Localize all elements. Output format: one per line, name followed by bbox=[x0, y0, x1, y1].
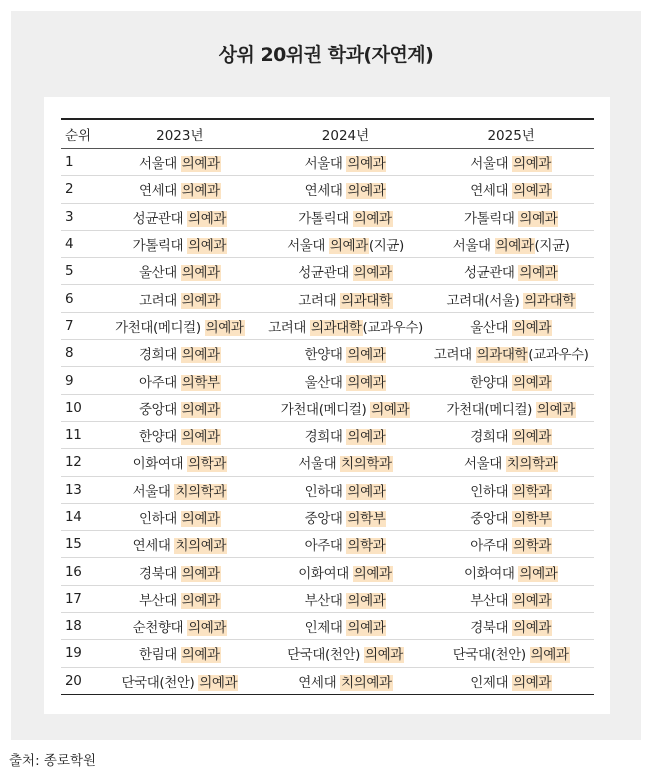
school-name: 가천대(메디컬) bbox=[115, 319, 205, 336]
department-name: 의예과 bbox=[181, 511, 220, 527]
rank-cell: 3 bbox=[61, 203, 97, 230]
rank-cell: 12 bbox=[61, 449, 97, 476]
ranking-table bbox=[61, 118, 594, 695]
cell-2025 bbox=[428, 394, 594, 421]
page-title: 상위 20위권 학과(자연계) bbox=[218, 44, 434, 66]
column-header-2023: 2023년 bbox=[97, 119, 263, 149]
cell-2025 bbox=[428, 531, 594, 558]
department-name: 의예과 bbox=[199, 674, 238, 691]
department-name: 의학과 bbox=[513, 483, 552, 500]
rank-cell: 10 bbox=[61, 394, 97, 421]
department-name: 의과대학 bbox=[524, 292, 575, 309]
table-row bbox=[61, 449, 594, 476]
department-name: 의예과 bbox=[188, 210, 227, 227]
department-name: 의학과 bbox=[347, 538, 386, 555]
department-name: 의예과 bbox=[347, 620, 386, 637]
school-name: 서울대 bbox=[298, 456, 341, 473]
table-row bbox=[61, 394, 594, 421]
school-name: 가톨릭대 bbox=[298, 210, 353, 227]
school-name: 부산대 bbox=[304, 592, 347, 609]
school-name: 서울대 bbox=[138, 156, 181, 173]
table-row bbox=[61, 585, 594, 612]
table-body bbox=[61, 149, 594, 695]
cell-2023 bbox=[97, 312, 263, 339]
cell-2025 bbox=[428, 667, 594, 694]
table-row bbox=[61, 476, 594, 503]
source-note: 출처: 종로학원 bbox=[9, 753, 97, 769]
table-row bbox=[61, 667, 594, 694]
department-name: 의예과 bbox=[181, 647, 220, 664]
cell-2023 bbox=[97, 421, 263, 448]
school-name: 고려대 bbox=[433, 347, 476, 364]
rank-cell: 15 bbox=[61, 531, 97, 558]
cell-2023 bbox=[97, 367, 263, 394]
cell-2023 bbox=[97, 449, 263, 476]
department-name: 의예과 bbox=[513, 183, 552, 200]
rank-cell: 13 bbox=[61, 476, 97, 503]
department-name: 의예과 bbox=[347, 592, 386, 609]
department-name: 의예과 bbox=[519, 265, 558, 282]
school-name: 울산대 bbox=[470, 319, 513, 336]
rank-cell: 7 bbox=[61, 312, 97, 339]
rank-cell: 20 bbox=[61, 667, 97, 694]
cell-2024 bbox=[263, 367, 429, 394]
department-name: 의예과 bbox=[181, 565, 220, 582]
department-name: 의과대학 bbox=[476, 347, 528, 364]
table-row bbox=[61, 531, 594, 558]
table-row bbox=[61, 367, 594, 394]
cell-2025 bbox=[428, 476, 594, 503]
school-name: 부산대 bbox=[138, 592, 181, 609]
cell-2024 bbox=[263, 558, 429, 585]
cell-2024 bbox=[263, 230, 429, 257]
school-name: 서울대 bbox=[304, 156, 347, 173]
school-name: 부산대 bbox=[470, 592, 513, 609]
cell-2025 bbox=[428, 449, 594, 476]
cell-2023 bbox=[97, 258, 263, 285]
department-name: 의학과 bbox=[513, 538, 552, 555]
cell-2024 bbox=[263, 531, 429, 558]
department-name: 의예과 bbox=[347, 374, 386, 391]
cell-2024 bbox=[263, 585, 429, 612]
school-name: 인하대 bbox=[138, 511, 181, 527]
department-name: 의예과 bbox=[495, 238, 534, 255]
school-name: 가톨릭대 bbox=[132, 238, 188, 255]
rank-cell: 1 bbox=[61, 149, 97, 176]
school-name: 단국대(천안) bbox=[452, 647, 530, 664]
department-name: 의예과 bbox=[188, 620, 227, 637]
cell-2025 bbox=[428, 176, 594, 203]
school-name: 순천향대 bbox=[132, 620, 188, 637]
table-row bbox=[61, 230, 594, 257]
table-row bbox=[61, 503, 594, 530]
department-name: 의학과 bbox=[188, 456, 227, 473]
department-name: 의예과 bbox=[364, 647, 403, 664]
school-name: 인제대 bbox=[304, 620, 347, 637]
school-name: 단국대(천안) bbox=[287, 647, 364, 664]
cell-2024 bbox=[263, 312, 429, 339]
department-name: 의예과 bbox=[513, 156, 552, 173]
department-name: 의예과 bbox=[205, 319, 244, 336]
column-header-rank: 순위 bbox=[61, 119, 97, 149]
cell-2023 bbox=[97, 585, 263, 612]
school-name: 서울대 bbox=[470, 156, 513, 173]
department-name: 의예과 bbox=[347, 483, 386, 500]
department-name: 의예과 bbox=[181, 156, 220, 173]
school-name: 인하대 bbox=[304, 483, 347, 500]
department-name: 의예과 bbox=[519, 210, 558, 227]
school-name: 성균관대 bbox=[298, 265, 353, 282]
school-name: 중앙대 bbox=[304, 511, 347, 527]
school-name: 서울대 bbox=[287, 238, 329, 255]
school-name: 서울대 bbox=[463, 456, 506, 473]
school-name: 이화여대 bbox=[298, 565, 353, 582]
table-row bbox=[61, 558, 594, 585]
department-name: 의예과 bbox=[371, 401, 410, 418]
department-name: 의예과 bbox=[513, 374, 552, 391]
cell-2023 bbox=[97, 476, 263, 503]
admission-type: (교과우수) bbox=[528, 347, 589, 364]
rank-cell: 8 bbox=[61, 340, 97, 367]
rank-cell: 18 bbox=[61, 613, 97, 640]
school-name: 인제대 bbox=[470, 674, 513, 691]
school-name: 연세대 bbox=[138, 183, 181, 200]
department-name: 치의학과 bbox=[175, 483, 227, 500]
table-row bbox=[61, 149, 594, 176]
school-name: 중앙대 bbox=[470, 511, 513, 527]
cell-2023 bbox=[97, 176, 263, 203]
school-name: 이화여대 bbox=[463, 565, 519, 582]
department-name: 의학부 bbox=[513, 511, 552, 527]
cell-2024 bbox=[263, 503, 429, 530]
cell-2025 bbox=[428, 312, 594, 339]
school-name: 가천대(메디컬) bbox=[280, 401, 371, 418]
department-name: 의과대학 bbox=[341, 292, 392, 309]
school-name: 연세대 bbox=[470, 183, 513, 200]
cell-2023 bbox=[97, 613, 263, 640]
department-name: 의예과 bbox=[513, 674, 552, 691]
cell-2023 bbox=[97, 531, 263, 558]
cell-2025 bbox=[428, 503, 594, 530]
school-name: 경희대 bbox=[138, 347, 181, 364]
school-name: 고려대 bbox=[268, 319, 310, 336]
rank-cell: 9 bbox=[61, 367, 97, 394]
department-name: 의예과 bbox=[513, 429, 552, 446]
school-name: 경희대 bbox=[470, 429, 513, 446]
rank-cell: 6 bbox=[61, 285, 97, 312]
rank-cell: 14 bbox=[61, 503, 97, 530]
cell-2023 bbox=[97, 203, 263, 230]
school-name: 경북대 bbox=[470, 620, 513, 637]
cell-2024 bbox=[263, 476, 429, 503]
cell-2024 bbox=[263, 394, 429, 421]
school-name: 한양대 bbox=[138, 429, 181, 446]
department-name: 치의학과 bbox=[506, 456, 558, 473]
school-name: 한양대 bbox=[304, 347, 347, 364]
school-name: 경희대 bbox=[304, 429, 347, 446]
cell-2025 bbox=[428, 558, 594, 585]
school-name: 단국대(천안) bbox=[121, 674, 199, 691]
rank-cell: 2 bbox=[61, 176, 97, 203]
cell-2023 bbox=[97, 285, 263, 312]
cell-2024 bbox=[263, 421, 429, 448]
school-name: 아주대 bbox=[470, 538, 513, 555]
column-header-2024: 2024년 bbox=[263, 119, 429, 149]
school-name: 고려대 bbox=[298, 292, 341, 309]
cell-2023 bbox=[97, 667, 263, 694]
table-panel bbox=[44, 97, 610, 714]
department-name: 의예과 bbox=[513, 620, 552, 637]
cell-2023 bbox=[97, 149, 263, 176]
table-row bbox=[61, 176, 594, 203]
cell-2025 bbox=[428, 203, 594, 230]
rank-cell: 11 bbox=[61, 421, 97, 448]
cell-2025 bbox=[428, 367, 594, 394]
department-name: 의예과 bbox=[181, 347, 220, 364]
admission-type: (지균) bbox=[368, 238, 404, 255]
cell-2025 bbox=[428, 340, 594, 367]
cell-2023 bbox=[97, 394, 263, 421]
department-name: 의예과 bbox=[181, 401, 220, 418]
department-name: 치의학과 bbox=[341, 456, 392, 473]
school-name: 연세대 bbox=[298, 674, 341, 691]
school-name: 가천대(메디컬) bbox=[446, 401, 536, 418]
cell-2025 bbox=[428, 285, 594, 312]
department-name: 의예과 bbox=[519, 565, 558, 582]
cell-2024 bbox=[263, 258, 429, 285]
school-name: 연세대 bbox=[132, 538, 175, 555]
admission-type: (교과우수) bbox=[362, 319, 423, 336]
cell-2024 bbox=[263, 203, 429, 230]
department-name: 의예과 bbox=[347, 347, 386, 364]
rank-cell: 16 bbox=[61, 558, 97, 585]
department-name: 의예과 bbox=[353, 565, 392, 582]
school-name: 인하대 bbox=[470, 483, 513, 500]
school-name: 이화여대 bbox=[132, 456, 188, 473]
department-name: 의예과 bbox=[181, 429, 220, 446]
cell-2025 bbox=[428, 421, 594, 448]
school-name: 성균관대 bbox=[463, 265, 519, 282]
school-name: 한림대 bbox=[138, 647, 181, 664]
department-name: 의예과 bbox=[530, 647, 569, 664]
department-name: 의예과 bbox=[513, 592, 552, 609]
rank-cell: 19 bbox=[61, 640, 97, 667]
school-name: 고려대(서울) bbox=[446, 292, 524, 309]
school-name: 아주대 bbox=[304, 538, 347, 555]
school-name: 한양대 bbox=[470, 374, 513, 391]
cell-2023 bbox=[97, 640, 263, 667]
table-row bbox=[61, 421, 594, 448]
department-name: 의예과 bbox=[181, 265, 220, 282]
table-row bbox=[61, 285, 594, 312]
school-name: 울산대 bbox=[304, 374, 347, 391]
school-name: 연세대 bbox=[304, 183, 347, 200]
school-name: 서울대 bbox=[452, 238, 495, 255]
table-row bbox=[61, 258, 594, 285]
school-name: 아주대 bbox=[138, 374, 181, 391]
school-name: 경북대 bbox=[138, 565, 181, 582]
department-name: 의과대학 bbox=[310, 319, 362, 336]
cell-2024 bbox=[263, 176, 429, 203]
department-name: 의예과 bbox=[181, 292, 220, 309]
cell-2023 bbox=[97, 558, 263, 585]
table-row bbox=[61, 312, 594, 339]
department-name: 의예과 bbox=[536, 401, 575, 418]
school-name: 고려대 bbox=[138, 292, 181, 309]
department-name: 의예과 bbox=[181, 183, 220, 200]
department-name: 치의예과 bbox=[341, 674, 392, 691]
department-name: 의예과 bbox=[347, 156, 386, 173]
cell-2024 bbox=[263, 640, 429, 667]
school-name: 가톨릭대 bbox=[463, 210, 519, 227]
cell-2024 bbox=[263, 613, 429, 640]
department-name: 의예과 bbox=[188, 238, 227, 255]
department-name: 의예과 bbox=[347, 183, 386, 200]
admission-type: (지균) bbox=[534, 238, 570, 255]
cell-2025 bbox=[428, 258, 594, 285]
cell-2024 bbox=[263, 340, 429, 367]
department-name: 의학부 bbox=[181, 374, 220, 391]
cell-2024 bbox=[263, 667, 429, 694]
department-name: 의예과 bbox=[329, 238, 368, 255]
cell-2025 bbox=[428, 149, 594, 176]
table-row bbox=[61, 340, 594, 367]
cell-2024 bbox=[263, 149, 429, 176]
school-name: 중앙대 bbox=[138, 401, 181, 418]
school-name: 성균관대 bbox=[132, 210, 188, 227]
table-row bbox=[61, 203, 594, 230]
rank-cell: 5 bbox=[61, 258, 97, 285]
table-row bbox=[61, 640, 594, 667]
cell-2025 bbox=[428, 230, 594, 257]
cell-2025 bbox=[428, 640, 594, 667]
cell-2023 bbox=[97, 230, 263, 257]
table-header-row bbox=[61, 119, 594, 149]
cell-2023 bbox=[97, 340, 263, 367]
school-name: 울산대 bbox=[138, 265, 181, 282]
infographic-card bbox=[11, 11, 641, 740]
department-name: 의예과 bbox=[353, 210, 392, 227]
department-name: 치의예과 bbox=[175, 538, 227, 555]
column-header-2025: 2025년 bbox=[428, 119, 594, 149]
department-name: 의예과 bbox=[353, 265, 392, 282]
cell-2025 bbox=[428, 613, 594, 640]
cell-2025 bbox=[428, 585, 594, 612]
department-name: 의학부 bbox=[347, 511, 386, 527]
table-row bbox=[61, 613, 594, 640]
cell-2024 bbox=[263, 449, 429, 476]
department-name: 의예과 bbox=[347, 429, 386, 446]
cell-2024 bbox=[263, 285, 429, 312]
department-name: 의예과 bbox=[181, 592, 220, 609]
rank-cell: 17 bbox=[61, 585, 97, 612]
school-name: 서울대 bbox=[132, 483, 175, 500]
cell-2023 bbox=[97, 503, 263, 530]
department-name: 의예과 bbox=[513, 319, 552, 336]
rank-cell: 4 bbox=[61, 230, 97, 257]
